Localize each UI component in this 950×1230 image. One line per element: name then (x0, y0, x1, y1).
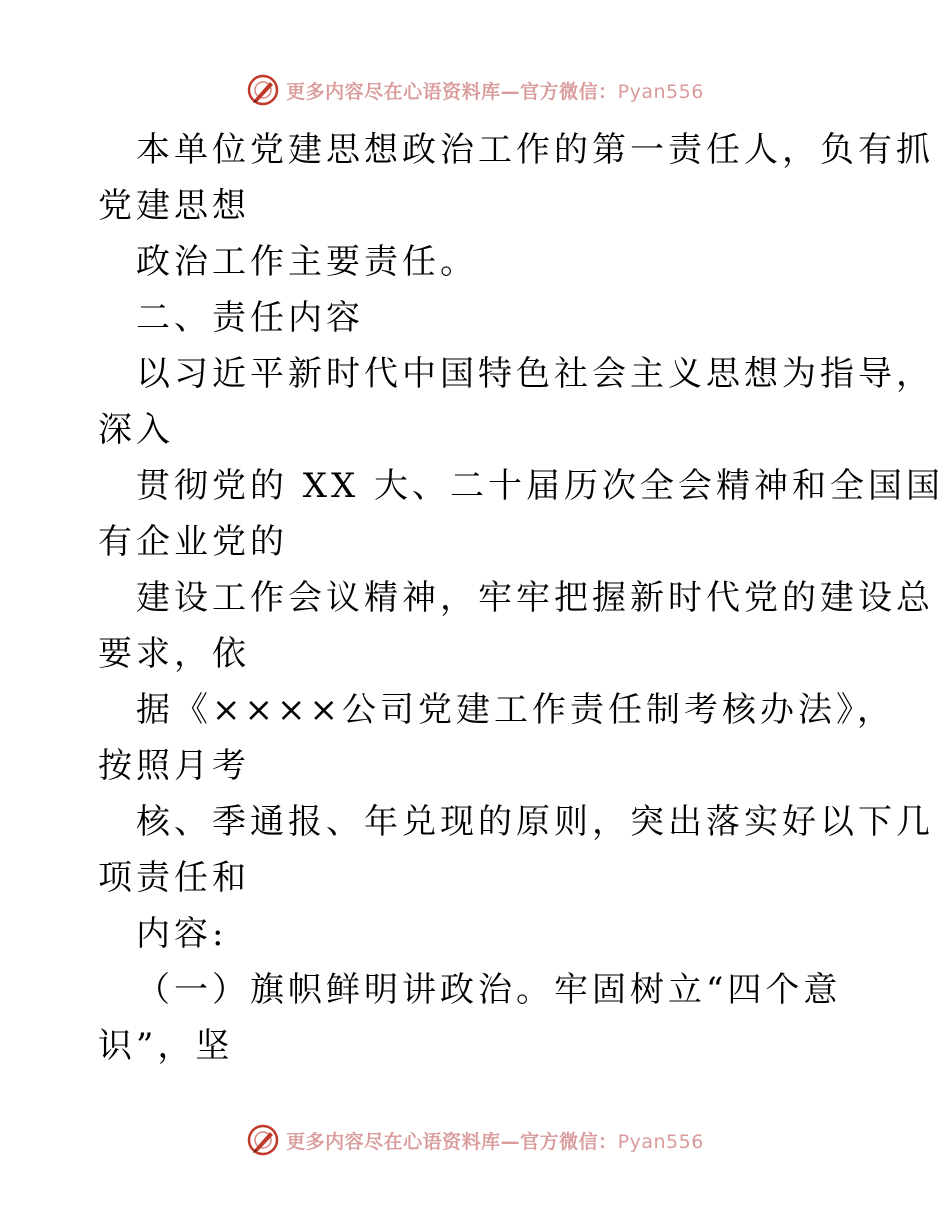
paragraph-line: 党建思想 (98, 186, 250, 226)
paragraph-line: 识”，坚 (98, 1026, 234, 1066)
watermark-text: 更多内容尽在心语资料库—官方微信：Pyan556 (286, 1130, 704, 1153)
paragraph-line: 贯彻党的 XX 大、二十届历次全会精神和全国国 (136, 466, 945, 506)
paragraph-line: （一）旗帜鲜明讲政治。牢固树立“四个意 (136, 970, 842, 1010)
watermark-text: 更多内容尽在心语资料库—官方微信：Pyan556 (286, 80, 704, 103)
paragraph-line: 政治工作主要责任。 (136, 242, 478, 282)
paragraph-line: 据《××××公司党建工作责任制考核办法》， (136, 690, 895, 730)
document-body (98, 122, 945, 1074)
header-watermark (0, 70, 950, 110)
paragraph-line: 内容: (136, 914, 228, 954)
paragraph-line: 本单位党建思想政治工作的第一责任人，负有抓 (136, 130, 934, 170)
paragraph-line: 深入 (98, 410, 174, 450)
paragraph-line: 项责任和 (98, 858, 250, 898)
paragraph-line: 按照月考 (98, 746, 250, 786)
pen-circle-logo-icon (246, 1123, 280, 1157)
paragraph-line: 核、季通报、年兑现的原则，突出落实好以下几 (136, 802, 934, 842)
footer-watermark (0, 1120, 950, 1160)
paragraph-line: 有企业党的 (98, 522, 288, 562)
paragraph-line: 建设工作会议精神，牢牢把握新时代党的建设总 (136, 578, 934, 618)
pen-circle-logo-icon (246, 73, 280, 107)
paragraph-line: 要求，依 (98, 634, 250, 674)
paragraph-line: 二、责任内容 (136, 298, 364, 338)
paragraph-line: 以习近平新时代中国特色社会主义思想为指导， (136, 354, 934, 394)
